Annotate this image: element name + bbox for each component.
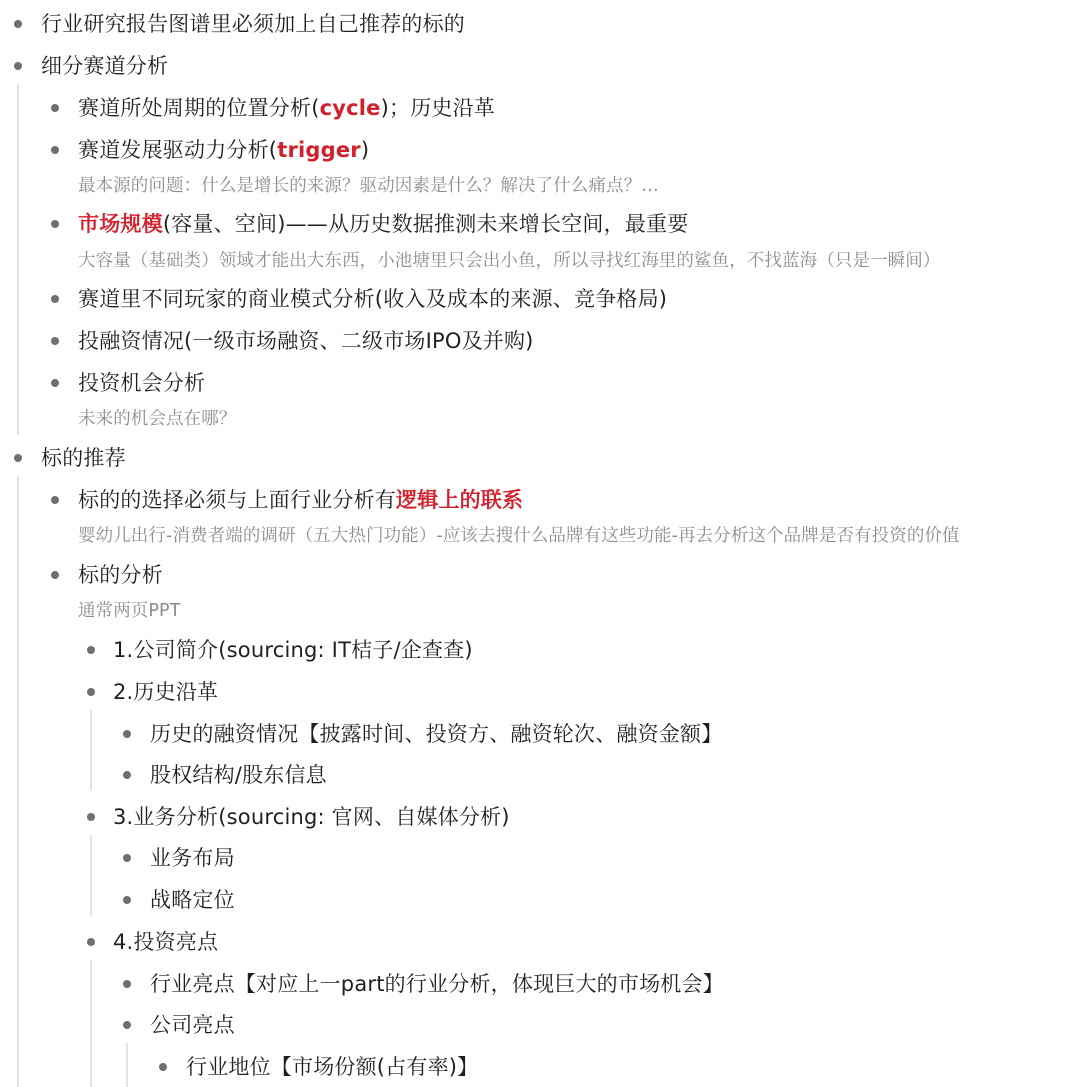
outline-item[interactable] — [113, 635, 473, 665]
outline-note[interactable] — [78, 406, 236, 432]
outline-item[interactable] — [78, 326, 534, 356]
item-text: 通常两页PPT — [78, 601, 181, 621]
bullet-icon[interactable] — [14, 20, 22, 28]
outline-item[interactable] — [78, 209, 688, 239]
item-text: 行业亮点【对应上一part的行业分析，体现巨大的市场机会】 — [150, 972, 724, 996]
outline-item[interactable] — [78, 560, 163, 590]
bullet-icon[interactable] — [123, 980, 131, 988]
highlight-text: cycle — [319, 96, 381, 120]
item-text: 行业地位【市场份额(占有率)】 — [186, 1055, 479, 1079]
outline-item[interactable] — [78, 93, 495, 123]
item-text: 投融资情况(一级市场融资、二级市场IPO及并购) — [78, 329, 534, 353]
bullet-icon[interactable] — [123, 730, 131, 738]
bullet-icon[interactable] — [51, 146, 59, 154]
outline-item[interactable] — [113, 927, 218, 957]
indent-guide — [17, 476, 19, 1087]
item-text: 婴幼儿出行-消费者端的调研（五大热门功能）-应该去搜什么品牌有这些功能-再去分析这个品牌是否有投资的价值 — [78, 526, 960, 546]
item-text: 1.公司简介(sourcing: IT桔子/企查查) — [113, 638, 473, 662]
bullet-icon[interactable] — [51, 104, 59, 112]
outline-item[interactable] — [150, 1010, 235, 1040]
bullet-icon[interactable] — [51, 220, 59, 228]
outline-note[interactable] — [78, 523, 960, 549]
item-text: 赛道里不同玩家的商业模式分析(收入及成本的来源、竞争格局) — [78, 287, 668, 311]
item-text: 大容量（基础类）领域才能出大东西，小池塘里只会出小鱼，所以寻找红海里的鲨鱼，不找蓝海（只是一瞬间） — [78, 251, 941, 271]
item-text: 4.投资亮点 — [113, 930, 219, 954]
item-text: 细分赛道分析 — [41, 54, 169, 78]
indent-guide — [126, 1043, 128, 1087]
outline-item[interactable] — [78, 368, 205, 398]
item-text: 股权结构/股东信息 — [150, 763, 327, 787]
item-text: 战略定位 — [150, 888, 235, 912]
indent-guide — [90, 835, 92, 916]
item-text: 未来的机会点在哪？ — [78, 409, 237, 429]
item-text: 标的的选择必须与上面行业分析有 — [78, 488, 396, 512]
outline-item[interactable] — [150, 843, 235, 873]
indent-guide — [90, 960, 92, 1087]
highlight-text: 市场规模 — [78, 212, 163, 236]
bullet-icon[interactable] — [87, 813, 95, 821]
bullet-icon[interactable] — [87, 938, 95, 946]
highlight-text: trigger — [277, 138, 361, 162]
bullet-icon[interactable] — [14, 62, 22, 70]
bullet-icon[interactable] — [123, 771, 131, 779]
item-text: 公司亮点 — [150, 1013, 235, 1037]
item-text: (容量、空间)——从历史数据推测未来增长空间，最重要 — [162, 212, 689, 236]
item-text: 投资机会分析 — [78, 371, 206, 395]
bullet-icon[interactable] — [14, 454, 22, 462]
item-text: 行业研究报告图谱里必须加上自己推荐的标的 — [41, 12, 465, 36]
bullet-icon[interactable] — [51, 337, 59, 345]
outline-item[interactable] — [41, 443, 126, 473]
bullet-icon[interactable] — [87, 688, 95, 696]
bullet-icon[interactable] — [51, 571, 59, 579]
outline-item[interactable] — [41, 51, 168, 81]
item-text: 3.业务分析(sourcing: 官网、自媒体分析) — [113, 805, 510, 829]
item-text: )；历史沿革 — [380, 96, 496, 120]
outline-item[interactable] — [113, 677, 218, 707]
bullet-icon[interactable] — [51, 295, 59, 303]
outline-item[interactable] — [150, 885, 235, 915]
item-text: ) — [360, 138, 370, 162]
outline-item[interactable] — [78, 284, 667, 314]
item-text: 赛道发展驱动力分析( — [78, 138, 278, 162]
highlight-text: 逻辑上的联系 — [396, 488, 524, 512]
bullet-icon[interactable] — [51, 379, 59, 387]
item-text: 标的推荐 — [41, 446, 126, 470]
outline-item[interactable] — [41, 9, 465, 39]
bullet-icon[interactable] — [87, 646, 95, 654]
indent-guide — [90, 710, 92, 791]
outline-item[interactable] — [186, 1052, 478, 1082]
bullet-icon[interactable] — [123, 896, 131, 904]
bullet-icon[interactable] — [123, 854, 131, 862]
item-text: 2.历史沿革 — [113, 680, 219, 704]
outline-note[interactable] — [78, 598, 181, 624]
outline-note[interactable] — [78, 173, 659, 199]
item-text: 业务布局 — [150, 846, 235, 870]
outline-item[interactable] — [150, 969, 724, 999]
item-text: 标的分析 — [78, 563, 163, 587]
outline-item[interactable] — [78, 135, 369, 165]
bullet-icon[interactable] — [159, 1063, 167, 1071]
outline-note[interactable] — [78, 248, 940, 274]
bullet-icon[interactable] — [51, 496, 59, 504]
outline-item[interactable] — [150, 760, 327, 790]
item-text: 最本源的问题：什么是增长的来源？驱动因素是什么？解决了什么痛点？… — [78, 176, 659, 196]
outline-item[interactable] — [113, 802, 510, 832]
item-text: 赛道所处周期的位置分析( — [78, 96, 320, 120]
bullet-icon[interactable] — [123, 1021, 131, 1029]
outline-item[interactable] — [78, 485, 523, 515]
item-text: 历史的融资情况【披露时间、投资方、融资轮次、融资金额】 — [150, 722, 723, 746]
outline-item[interactable] — [150, 719, 722, 749]
indent-guide — [17, 84, 19, 435]
